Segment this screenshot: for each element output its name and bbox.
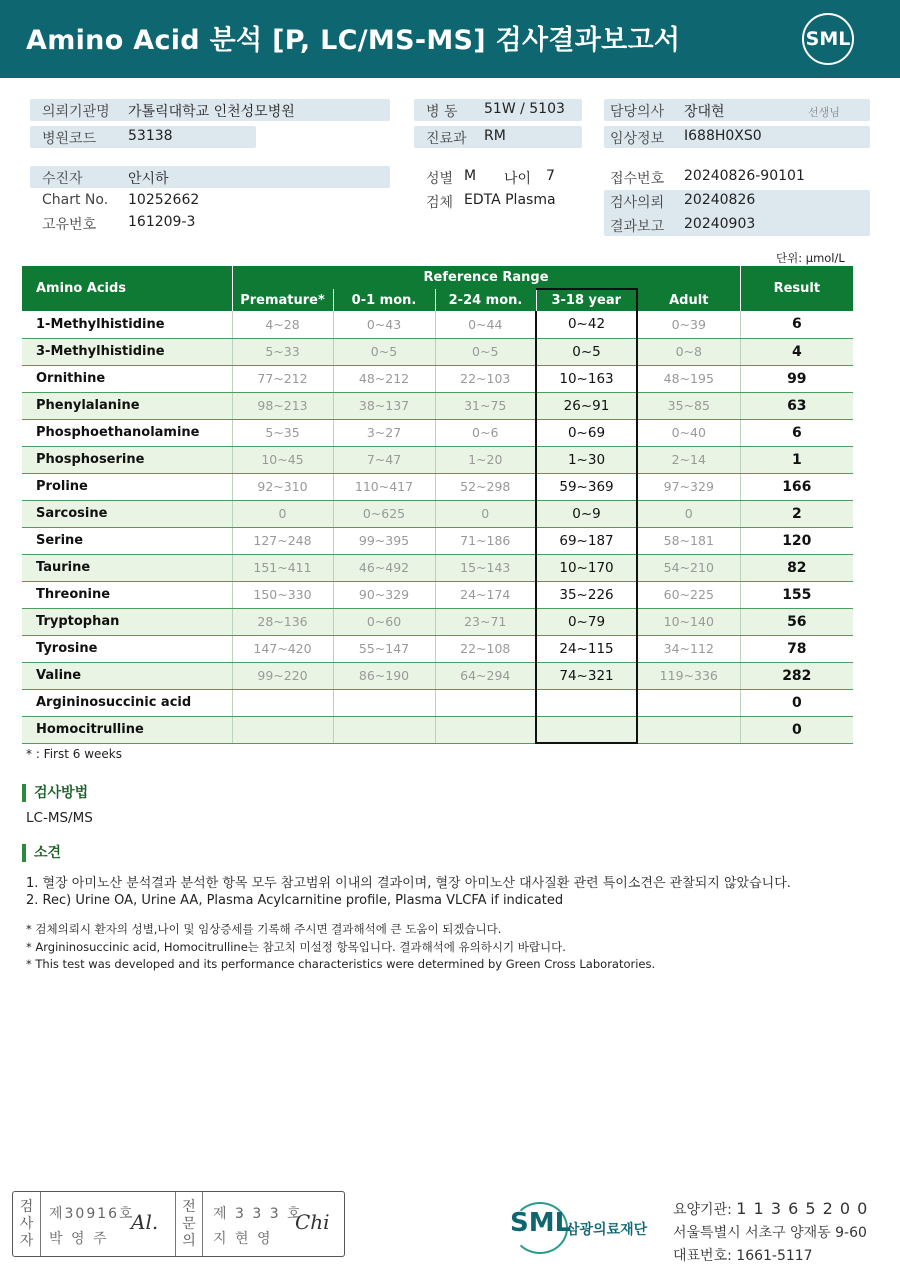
tester-name: 박 영 주 bbox=[49, 1231, 109, 1247]
table-row bbox=[22, 311, 853, 338]
ref-premature: 151~411 bbox=[232, 554, 333, 581]
amino-acid-name: Tryptophan bbox=[22, 608, 232, 635]
amino-acid-name: Argininosuccinic acid bbox=[22, 689, 232, 716]
table-row bbox=[22, 608, 853, 635]
ref-premature: 77~212 bbox=[232, 365, 333, 392]
ref-0-1-mon: 48~212 bbox=[333, 365, 435, 392]
ref-premature bbox=[232, 716, 333, 743]
specialist-label-char: 의 bbox=[182, 1232, 196, 1249]
footer-phone-label: 대표번호: bbox=[673, 1248, 732, 1264]
opinion-line-1: 1. 혈장 아미노산 분석결과 분석한 항목 모두 참고범위 이내의 결과이며, 혈장 아미노산 대사질환 관련 특이소견은 관찰되지 않았습니다. bbox=[26, 876, 791, 891]
amino-acid-name: Proline bbox=[22, 473, 232, 500]
ref-premature: 127~248 bbox=[232, 527, 333, 554]
ref-3-18-year: 59~369 bbox=[536, 473, 637, 500]
ward-label: 병 동 bbox=[426, 104, 458, 120]
amino-acid-rows bbox=[22, 311, 853, 743]
ref-0-1-mon: 99~395 bbox=[333, 527, 435, 554]
amino-acid-name: Ornithine bbox=[22, 365, 232, 392]
ref-2-24-mon: 64~294 bbox=[435, 662, 536, 689]
ref-0-1-mon: 0~625 bbox=[333, 500, 435, 527]
ref-2-24-mon: 22~108 bbox=[435, 635, 536, 662]
ref-premature bbox=[232, 689, 333, 716]
ref-2-24-mon: 71~186 bbox=[435, 527, 536, 554]
ref-adult: 2~14 bbox=[637, 446, 740, 473]
specialist-license: 제 3 3 3 호 bbox=[213, 1206, 303, 1222]
institution-label: 의뢰기관명 bbox=[42, 104, 110, 120]
amino-acid-name: Serine bbox=[22, 527, 232, 554]
age-value: 7 bbox=[546, 168, 555, 184]
result-value: 6 bbox=[740, 419, 853, 446]
sex-label: 성별 bbox=[426, 171, 454, 187]
ref-3-18-year: 35~226 bbox=[536, 581, 637, 608]
result-value: 155 bbox=[740, 581, 853, 608]
result-value: 2 bbox=[740, 500, 853, 527]
ref-adult: 58~181 bbox=[637, 527, 740, 554]
opinion-title: 소견 bbox=[22, 844, 61, 862]
result-value: 0 bbox=[740, 689, 853, 716]
amino-acid-name: Valine bbox=[22, 662, 232, 689]
table-row bbox=[22, 419, 853, 446]
specialist-vertical-label bbox=[175, 1192, 203, 1256]
footer-logo-text: SML bbox=[510, 1208, 572, 1238]
table-row bbox=[22, 473, 853, 500]
table-row bbox=[22, 446, 853, 473]
ref-0-1-mon: 3~27 bbox=[333, 419, 435, 446]
clinical-value: I688H0XS0 bbox=[684, 128, 762, 144]
ref-3-18-year: 10~170 bbox=[536, 554, 637, 581]
footer-logo bbox=[510, 1200, 660, 1256]
amino-acid-name: 3-Methylhistidine bbox=[22, 338, 232, 365]
col-0-1-mon: 0-1 mon. bbox=[333, 289, 435, 311]
ref-adult: 0~40 bbox=[637, 419, 740, 446]
specimen-value: EDTA Plasma bbox=[464, 192, 556, 208]
result-value: 56 bbox=[740, 608, 853, 635]
table-row bbox=[22, 716, 853, 743]
ref-3-18-year: 1~30 bbox=[536, 446, 637, 473]
specialist-name: 지 현 영 bbox=[213, 1231, 273, 1247]
ref-adult: 60~225 bbox=[637, 581, 740, 608]
signature-box bbox=[12, 1191, 345, 1257]
clinical-label: 임상정보 bbox=[610, 131, 665, 147]
ref-0-1-mon: 90~329 bbox=[333, 581, 435, 608]
amino-acid-name: Threonine bbox=[22, 581, 232, 608]
ref-adult: 10~140 bbox=[637, 608, 740, 635]
request-value: 20240826 bbox=[684, 192, 756, 208]
unit-label: 단위: μmol/L bbox=[776, 251, 845, 265]
ref-adult bbox=[637, 689, 740, 716]
footer-org-name: 삼광의료재단 bbox=[566, 1222, 648, 1238]
institution-value: 가톨릭대학교 인천성모병원 bbox=[128, 104, 295, 120]
ref-premature: 10~45 bbox=[232, 446, 333, 473]
table-row bbox=[22, 635, 853, 662]
ref-premature: 5~35 bbox=[232, 419, 333, 446]
result-value: 63 bbox=[740, 392, 853, 419]
ref-2-24-mon: 15~143 bbox=[435, 554, 536, 581]
specialist-label-char: 전 bbox=[182, 1198, 196, 1215]
footer-phone bbox=[673, 1245, 813, 1265]
ref-premature: 98~213 bbox=[232, 392, 333, 419]
result-value: 282 bbox=[740, 662, 853, 689]
amino-acid-name: Phosphoethanolamine bbox=[22, 419, 232, 446]
note-line-1: * 검체의뢰시 환자의 성별,나이 및 임상증세를 기록해 주시면 결과해석에 큰 도움이 되겠습니다. bbox=[26, 922, 502, 936]
report-header bbox=[0, 0, 900, 78]
ref-2-24-mon: 24~174 bbox=[435, 581, 536, 608]
chart-label: Chart No. bbox=[42, 192, 109, 208]
tester-vertical-label bbox=[13, 1192, 41, 1256]
ref-premature: 147~420 bbox=[232, 635, 333, 662]
note-line-2: * Argininosuccinic acid, Homocitrulline는 참고치 미설정 항목입니다. 결과해석에 유의하시기 바랍니다. bbox=[26, 940, 566, 954]
amino-acid-name: Phenylalanine bbox=[22, 392, 232, 419]
tester-label-char: 검 bbox=[19, 1198, 34, 1215]
result-value: 166 bbox=[740, 473, 853, 500]
ref-2-24-mon bbox=[435, 716, 536, 743]
ref-adult: 0~8 bbox=[637, 338, 740, 365]
col-3-18-year: 3-18 year bbox=[536, 289, 637, 311]
table-row bbox=[22, 662, 853, 689]
ref-2-24-mon: 22~103 bbox=[435, 365, 536, 392]
ref-2-24-mon bbox=[435, 689, 536, 716]
result-value: 78 bbox=[740, 635, 853, 662]
tester-label-char: 자 bbox=[19, 1232, 34, 1249]
ref-0-1-mon: 0~60 bbox=[333, 608, 435, 635]
tester-license: 제30916호 bbox=[49, 1206, 135, 1222]
ref-3-18-year: 69~187 bbox=[536, 527, 637, 554]
ref-adult: 35~85 bbox=[637, 392, 740, 419]
method-text: LC-MS/MS bbox=[26, 810, 93, 826]
report-date-value: 20240903 bbox=[684, 216, 756, 232]
table-row bbox=[22, 527, 853, 554]
ref-premature: 92~310 bbox=[232, 473, 333, 500]
ref-0-1-mon: 0~43 bbox=[333, 311, 435, 338]
ref-3-18-year: 74~321 bbox=[536, 662, 637, 689]
ref-0-1-mon bbox=[333, 689, 435, 716]
sml-logo: SML bbox=[802, 13, 854, 65]
ward-value: 51W / 5103 bbox=[484, 101, 565, 117]
col-premature: Premature* bbox=[232, 289, 333, 311]
ref-0-1-mon: 55~147 bbox=[333, 635, 435, 662]
ref-0-1-mon bbox=[333, 716, 435, 743]
ref-3-18-year: 0~79 bbox=[536, 608, 637, 635]
age-label: 나이 bbox=[504, 171, 532, 187]
col-2-24-mon: 2-24 mon. bbox=[435, 289, 536, 311]
ref-premature: 99~220 bbox=[232, 662, 333, 689]
unique-value: 161209-3 bbox=[128, 214, 196, 230]
hospital-code-value: 53138 bbox=[128, 128, 173, 144]
result-value: 120 bbox=[740, 527, 853, 554]
amino-acid-name: Sarcosine bbox=[22, 500, 232, 527]
ref-3-18-year: 0~42 bbox=[536, 311, 637, 338]
receipt-label: 접수번호 bbox=[610, 171, 665, 187]
col-adult: Adult bbox=[637, 289, 740, 311]
table-row bbox=[22, 581, 853, 608]
ref-premature: 5~33 bbox=[232, 338, 333, 365]
amino-acid-name: Homocitrulline bbox=[22, 716, 232, 743]
dept-value: RM bbox=[484, 128, 506, 144]
doctor-suffix: 선생님 bbox=[808, 106, 840, 119]
result-value: 0 bbox=[740, 716, 853, 743]
ref-0-1-mon: 0~5 bbox=[333, 338, 435, 365]
opinion-line-2: 2. Rec) Urine OA, Urine AA, Plasma Acylcarnitine profile, Plasma VLCFA if indicated bbox=[26, 893, 564, 908]
ref-2-24-mon: 52~298 bbox=[435, 473, 536, 500]
table-row bbox=[22, 500, 853, 527]
ref-2-24-mon: 0~5 bbox=[435, 338, 536, 365]
ref-premature: 0 bbox=[232, 500, 333, 527]
ref-0-1-mon: 110~417 bbox=[333, 473, 435, 500]
col-reference-range: Reference Range bbox=[232, 266, 740, 289]
ref-3-18-year: 0~5 bbox=[536, 338, 637, 365]
footer-code bbox=[673, 1199, 868, 1219]
ref-0-1-mon: 7~47 bbox=[333, 446, 435, 473]
ref-premature: 4~28 bbox=[232, 311, 333, 338]
ref-adult: 119~336 bbox=[637, 662, 740, 689]
ref-2-24-mon: 1~20 bbox=[435, 446, 536, 473]
amino-acid-table bbox=[22, 266, 853, 744]
ref-3-18-year bbox=[536, 716, 637, 743]
table-row bbox=[22, 338, 853, 365]
result-value: 4 bbox=[740, 338, 853, 365]
ref-3-18-year: 26~91 bbox=[536, 392, 637, 419]
note-line-3: * This test was developed and its performance characteristics were determined by Green Cross Laboratories. bbox=[26, 957, 656, 971]
ref-0-1-mon: 38~137 bbox=[333, 392, 435, 419]
footer-code-value: 1 1 3 6 5 2 0 0 bbox=[736, 1199, 869, 1218]
result-value: 1 bbox=[740, 446, 853, 473]
ref-2-24-mon: 0~44 bbox=[435, 311, 536, 338]
amino-acid-name: Phosphoserine bbox=[22, 446, 232, 473]
table-row bbox=[22, 365, 853, 392]
ref-3-18-year bbox=[536, 689, 637, 716]
tester-label-char: 사 bbox=[19, 1215, 34, 1232]
ref-adult: 0 bbox=[637, 500, 740, 527]
footer-address: 서울특별시 서초구 양재동 9-60 bbox=[673, 1225, 867, 1241]
specialist-signature: Chi bbox=[295, 1210, 330, 1234]
footer-phone-value: 1661-5117 bbox=[736, 1248, 813, 1264]
ref-2-24-mon: 0 bbox=[435, 500, 536, 527]
ref-2-24-mon: 23~71 bbox=[435, 608, 536, 635]
amino-acid-name: Taurine bbox=[22, 554, 232, 581]
ref-2-24-mon: 0~6 bbox=[435, 419, 536, 446]
result-value: 6 bbox=[740, 311, 853, 338]
ref-premature: 28~136 bbox=[232, 608, 333, 635]
table-row bbox=[22, 689, 853, 716]
patient-value: 안시하 bbox=[128, 171, 169, 187]
ref-3-18-year: 24~115 bbox=[536, 635, 637, 662]
specimen-label: 검체 bbox=[426, 195, 454, 211]
ref-3-18-year: 0~9 bbox=[536, 500, 637, 527]
footnote: * : First 6 weeks bbox=[26, 747, 122, 761]
table-row bbox=[22, 554, 853, 581]
dept-label: 진료과 bbox=[426, 131, 467, 147]
receipt-value: 20240826-90101 bbox=[684, 168, 805, 184]
ref-3-18-year: 0~69 bbox=[536, 419, 637, 446]
amino-acid-name: Tyrosine bbox=[22, 635, 232, 662]
report-date-label: 결과보고 bbox=[610, 219, 665, 235]
unique-label: 고유번호 bbox=[42, 217, 97, 233]
patient-shade bbox=[30, 166, 390, 188]
result-value: 82 bbox=[740, 554, 853, 581]
ref-adult: 54~210 bbox=[637, 554, 740, 581]
ref-adult bbox=[637, 716, 740, 743]
specialist-label-char: 문 bbox=[182, 1215, 196, 1232]
sex-value: M bbox=[464, 168, 477, 184]
ref-adult: 97~329 bbox=[637, 473, 740, 500]
ref-0-1-mon: 86~190 bbox=[333, 662, 435, 689]
ref-0-1-mon: 46~492 bbox=[333, 554, 435, 581]
ref-adult: 34~112 bbox=[637, 635, 740, 662]
report-title: Amino Acid 분석 [P, LC/MS-MS] 검사결과보고서 bbox=[26, 25, 681, 56]
col-result: Result bbox=[740, 266, 853, 311]
ref-2-24-mon: 31~75 bbox=[435, 392, 536, 419]
result-value: 99 bbox=[740, 365, 853, 392]
doctor-value: 장대현 bbox=[684, 104, 725, 120]
ref-3-18-year: 10~163 bbox=[536, 365, 637, 392]
patient-label: 수진자 bbox=[42, 171, 83, 187]
tester-signature: Al. bbox=[131, 1210, 159, 1234]
table-row bbox=[22, 392, 853, 419]
request-label: 검사의뢰 bbox=[610, 195, 665, 211]
amino-acid-name: 1-Methylhistidine bbox=[22, 311, 232, 338]
chart-value: 10252662 bbox=[128, 192, 200, 208]
hospital-code-label: 병원코드 bbox=[42, 131, 97, 147]
method-title: 검사방법 bbox=[22, 784, 88, 802]
col-amino-acids: Amino Acids bbox=[22, 266, 232, 311]
ref-adult: 48~195 bbox=[637, 365, 740, 392]
doctor-label: 담당의사 bbox=[610, 104, 665, 120]
footer-code-label: 요양기관: bbox=[673, 1202, 732, 1218]
ref-premature: 150~330 bbox=[232, 581, 333, 608]
ref-adult: 0~39 bbox=[637, 311, 740, 338]
